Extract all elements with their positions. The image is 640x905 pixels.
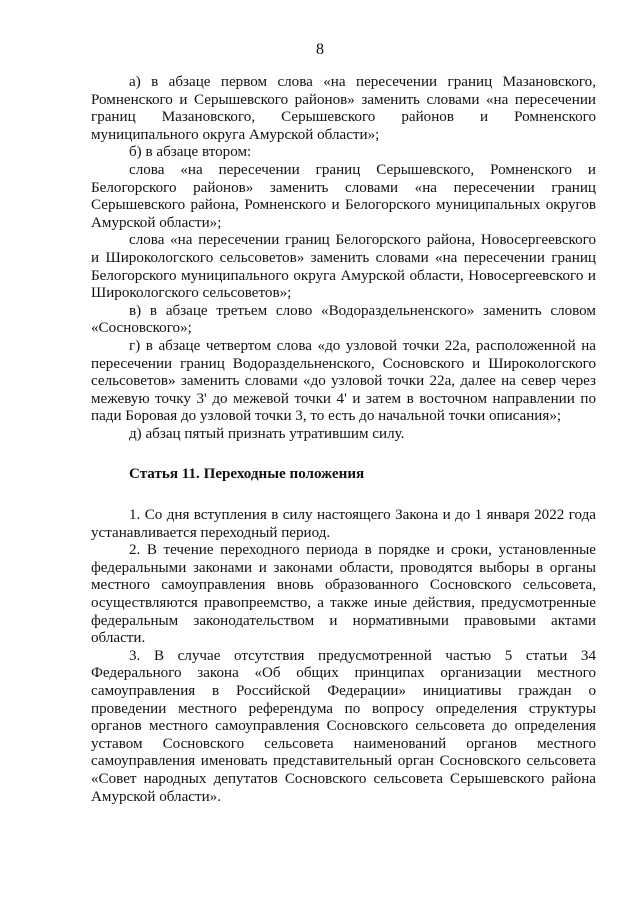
paragraph: в) в абзаце третьем слово «Водораздельненского» заменить словом «Сосновского»; [91,302,596,337]
paragraph: б) в абзаце втором: [129,144,252,161]
page-number: 8 [316,41,324,58]
article-paragraphs [91,507,596,806]
paragraph: слова «на пересечении границ Белогорского района, Новосергеевского и Широкологского сельсоветов» заменить словами «на пересечении границ Белогорского муниципального округа Амурской области, Новосергеевского и Широкологского сельсоветов»; [91,232,596,302]
spacer [91,443,596,466]
paragraph: а) в абзаце первом слова «на пересечении границ Мазановского, Ромненского и Серышевского районов» заменить словами «на пересечении границ Мазановского, Серышевского районов и Ромненского муниципального округа Амурской области»; [91,74,596,143]
paragraph: д) абзац пятый признать утратившим силу. [129,425,405,442]
paragraph: 1. Со дня вступления в силу настоящего Закона и до 1 января 2022 года устанавливается переходный период. [91,507,596,541]
paragraph: слова «на пересечении границ Серышевского, Ромненского и Белогорского районов» заменить словами «на пересечении границ Серышевского района, Ромненского и Белогорского муниципальных округов Амурской области»; [91,161,596,231]
document-body [91,74,596,806]
paragraph: г) в абзаце четвертом слова «до узловой точки 22а, расположенной на пересечении границ Водораздельненского, Сосновского и Широкологского сельсоветов» заменить словами «до узловой точки 22а, далее на север через межевую точку 3' до межевой точки 4' и затем в восточном направлении по пади Боровая до узловой точки 3, то есть до начальной точки описания»; [91,337,596,425]
paragraph: 3. В случае отсутствия предусмотренной частью 5 статьи 34 Федерального закона «Об общих принципах организации местного самоуправления в Российской Федерации» инициативы граждан о проведении местного референдума по вопросу определения структуры органов местного самоуправления Сосновского сельсовета до определения уставом Сосновского сельсовета наименований органов местного самоуправления именовать представительный орган Сосновского сельсовета «Совет народных депутатов Сосновского сельсовета Серышевского района Амурской области». [91,647,596,805]
paragraph: 2. В течение переходного периода в порядке и сроки, установленные федеральными законами и законами области, проводятся выборы в органы местного самоуправления вновь образованного Сосновского сельсовета, осуществляются правопреемство, а также иные действия, предусмотренные федеральным законодательством и нормативными правовыми актами области. [91,542,596,647]
article-heading: Статья 11. Переходные положения [129,466,365,483]
amendment-paragraphs [91,74,596,443]
spacer [91,484,596,507]
